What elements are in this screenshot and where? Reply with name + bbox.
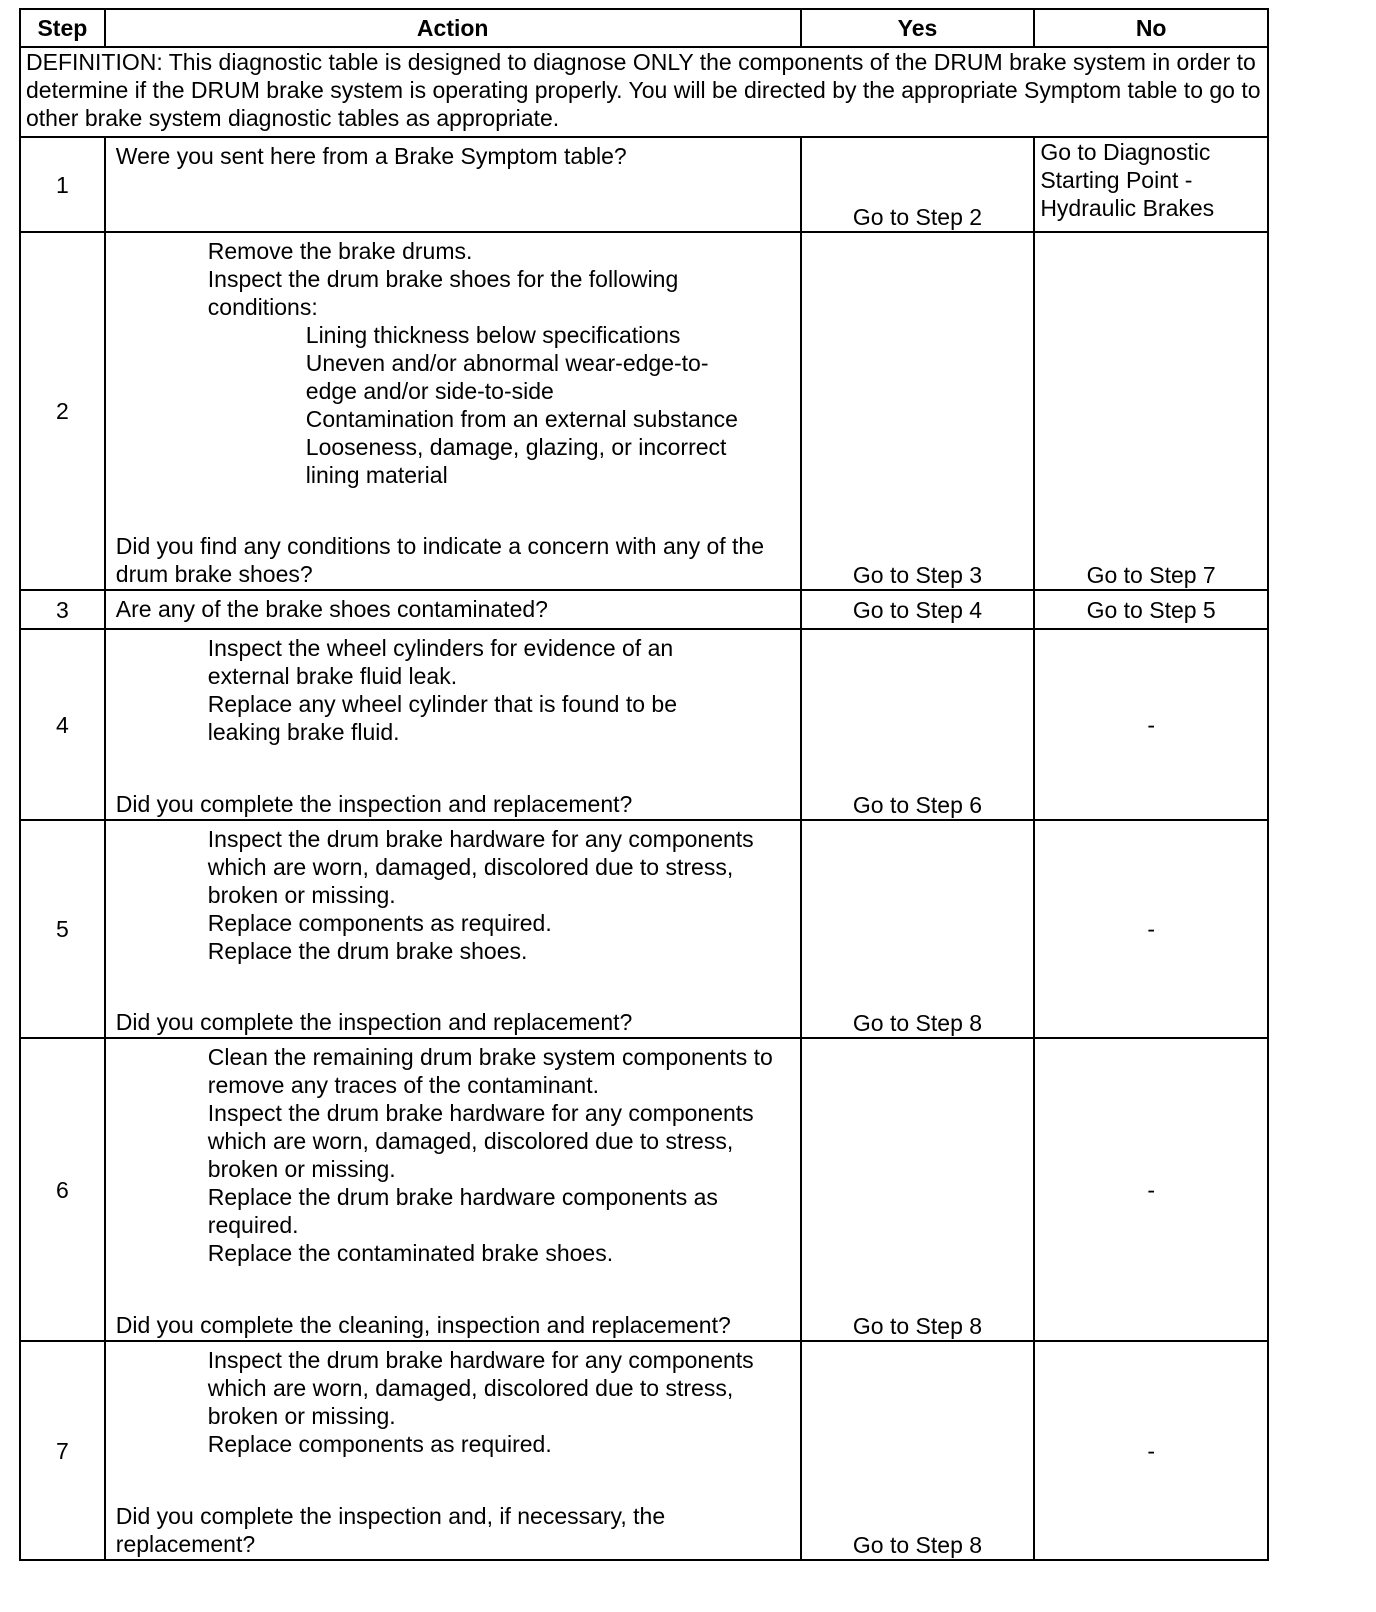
instruction-text: Replace the contaminated brake shoes. (207, 1240, 614, 1266)
table-row (20, 590, 1268, 629)
instruction-text: Remove the brake drums. (207, 238, 473, 264)
no-result: Go to Step 5 (1034, 590, 1268, 629)
no-result: - (1034, 1038, 1268, 1341)
table-row (20, 629, 1268, 820)
question-text: Did you complete the cleaning, inspection and replacement? (115, 1312, 731, 1338)
instruction-text: Inspect the drum brake shoes for the following conditions: (207, 266, 679, 320)
table-row (20, 1341, 1268, 1560)
instruction-text: Replace the drum brake hardware components as required. (207, 1184, 718, 1238)
action-cell (105, 1341, 801, 1560)
step-number: 4 (20, 629, 105, 820)
question-text: Did you find any conditions to indicate a concern with any of the drum brake shoes? (115, 533, 765, 587)
action-cell (105, 1038, 801, 1341)
question-text: Were you sent here from a Brake Symptom table? (115, 143, 627, 169)
yes-result: Go to Step 8 (801, 1341, 1035, 1560)
yes-result: Go to Step 6 (801, 629, 1035, 820)
action-cell (105, 232, 801, 590)
yes-result: Go to Step 8 (801, 820, 1035, 1038)
header-action: Action (105, 9, 801, 47)
no-result: - (1034, 1341, 1268, 1560)
instruction-text: Clean the remaining drum brake system components to remove any traces of the contaminant. (207, 1044, 773, 1098)
yes-result: Go to Step 2 (801, 137, 1035, 232)
no-result: - (1034, 629, 1268, 820)
definition-row (20, 47, 1268, 137)
no-result: Go to Step 7 (1034, 232, 1268, 590)
action-cell (105, 137, 801, 232)
instruction-text: Replace the drum brake shoes. (207, 938, 528, 964)
yes-result: Go to Step 8 (801, 1038, 1035, 1341)
condition-text: Uneven and/or abnormal wear-edge-to-edge and/or side-to-side (305, 350, 709, 404)
condition-text: Lining thickness below specifications (305, 322, 681, 348)
no-result: Go to Diagnostic Starting Point - Hydraulic Brakes (1034, 137, 1268, 232)
instruction-text: Inspect the drum brake hardware for any components which are worn, damaged, discolored due to stress, broken or missing. (207, 1100, 754, 1182)
header-row (20, 9, 1268, 47)
action-cell (105, 590, 801, 629)
question-text: Did you complete the inspection and replacement? (115, 791, 633, 817)
instruction-text: Replace components as required. (207, 1431, 552, 1457)
condition-text: Contamination from an external substance (305, 406, 738, 432)
instruction-text: Inspect the drum brake hardware for any components which are worn, damaged, discolored due to stress, broken or missing. (207, 1347, 754, 1429)
step-number: 7 (20, 1341, 105, 1560)
step-number: 1 (20, 137, 105, 232)
instruction-text: Replace any wheel cylinder that is found to be leaking brake fluid. (207, 691, 678, 745)
no-result: - (1034, 820, 1268, 1038)
instruction-text: Replace components as required. (207, 910, 552, 936)
yes-result: Go to Step 3 (801, 232, 1035, 590)
question-text: Are any of the brake shoes contaminated? (115, 596, 548, 622)
condition-text: Looseness, damage, glazing, or incorrect lining material (305, 434, 727, 488)
definition-text: DEFINITION: This diagnostic table is designed to diagnose ONLY the components of the DRUM brake system in order to determine if the DRUM brake system is operating properly. You will be directed by the appropriate Symptom table to go to other brake system diagnostic tables as appropriate. (20, 47, 1268, 137)
header-no: No (1034, 9, 1268, 47)
question-text: Did you complete the inspection and replacement? (115, 1009, 633, 1035)
instruction-text: Inspect the wheel cylinders for evidence of an external brake fluid leak. (207, 635, 674, 689)
action-cell (105, 629, 801, 820)
yes-result: Go to Step 4 (801, 590, 1035, 629)
header-yes: Yes (801, 9, 1035, 47)
step-number: 6 (20, 1038, 105, 1341)
step-number: 2 (20, 232, 105, 590)
table-row (20, 1038, 1268, 1341)
step-number: 5 (20, 820, 105, 1038)
instruction-text: Inspect the drum brake hardware for any components which are worn, damaged, discolored due to stress, broken or missing. (207, 826, 754, 908)
table-row (20, 137, 1268, 232)
step-number: 3 (20, 590, 105, 629)
table-row (20, 232, 1268, 590)
question-text: Did you complete the inspection and, if necessary, the replacement? (115, 1503, 666, 1557)
diagnostic-table (19, 8, 1269, 1561)
action-cell (105, 820, 801, 1038)
table-row (20, 820, 1268, 1038)
header-step: Step (20, 9, 105, 47)
